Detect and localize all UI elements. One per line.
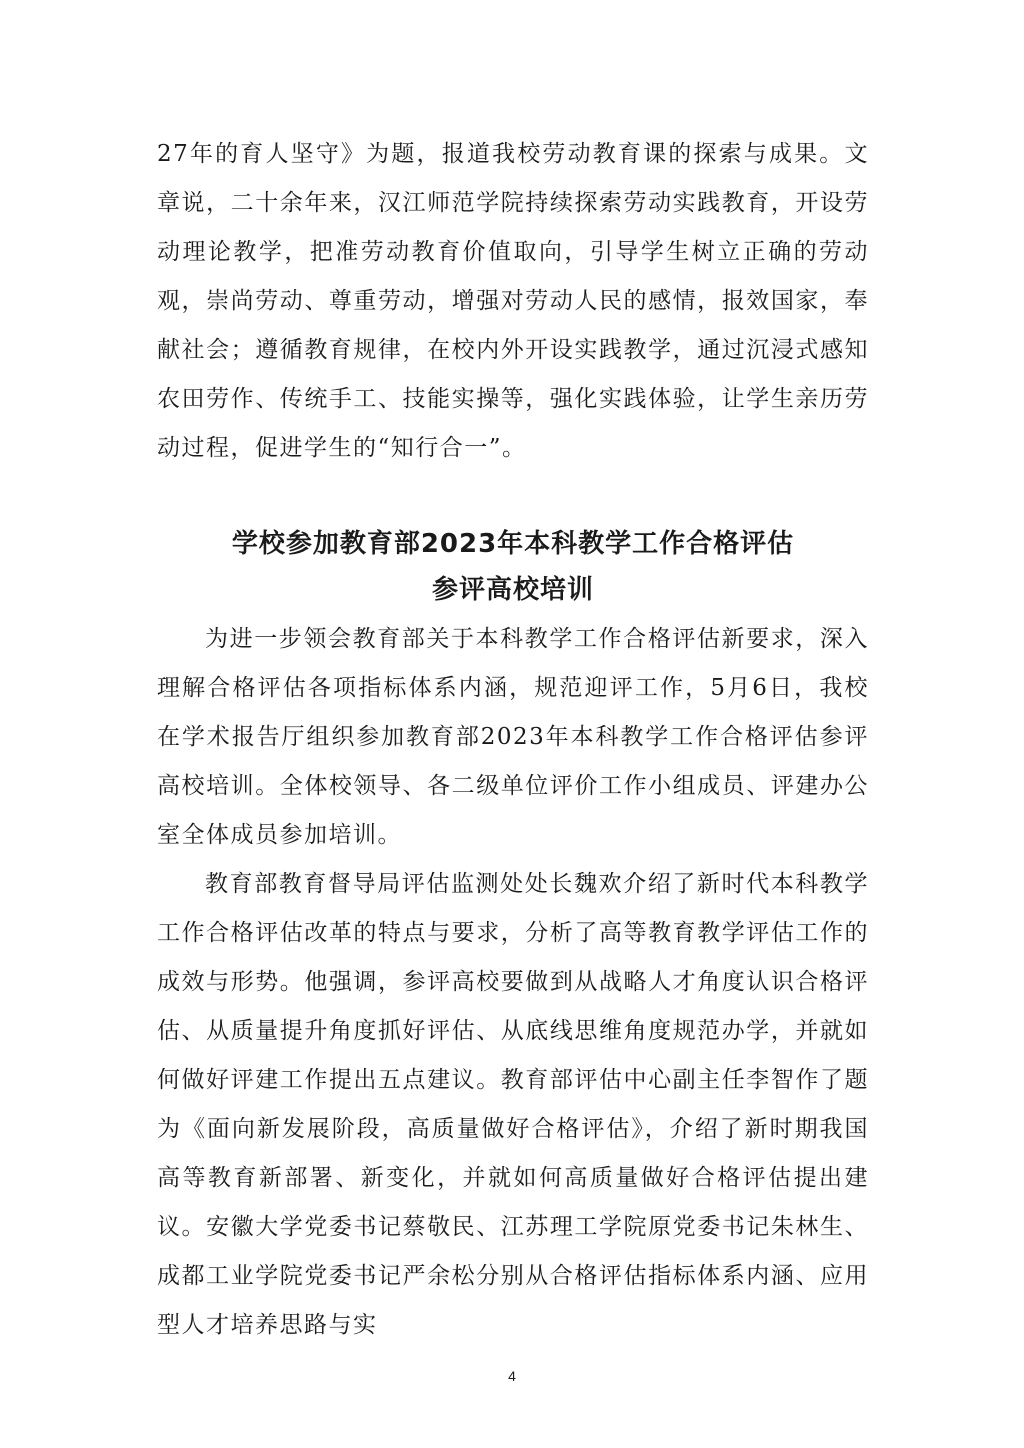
page-number: 4 (508, 1368, 516, 1384)
section-title (157, 521, 869, 613)
section-title-line-2: 参评高校培训 (431, 575, 594, 605)
body-paragraph-2: 教育部教育督导局评估监测处处长魏欢介绍了新时代本科教学工作合格评估改革的特点与要求，分析了高等教育教学评估工作的成效与形势。他强调，参评高校要做到从战略人才角度认识合格评估、从质量提升角度抓好评估、从底线思维角度规范办学，并就如何做好评建工作提出五点建议。教育部评估中心副主任李智作了题为《面向新发展阶段，高质量做好合格评估》，介绍了新时期我国高等教育新部署、新变化，并就如何高质量做好合格评估提出建议。安徽大学党委书记蔡敬民、江苏理工学院原党委书记朱林生、成都工业学院党委书记严余松分别从合格评估指标体系内涵、应用型人才培养思路与实 (157, 871, 869, 1338)
page-content (157, 130, 869, 1350)
section-title-line-1: 学校参加教育部2023年本科教学工作合格评估 (231, 529, 795, 559)
continued-paragraph: 27年的育人坚守》为题，报道我校劳动教育课的探索与成果。文章说，二十余年来，汉江师范学院持续探索劳动实践教育，开设劳动理论教学，把准劳动教育价值取向，引导学生树立正确的劳动观，崇尚劳动、尊重劳动，增强对劳动人民的感情，报效国家，奉献社会；遵循教育规律，在校内外开设实践教学，通过沉浸式感知农田劳作、传统手工、技能实操等，强化实践体验，让学生亲历劳动过程，促进学生的“知行合一”。 (157, 141, 869, 461)
body-paragraph-1: 为进一步领会教育部关于本科教学工作合格评估新要求，深入理解合格评估各项指标体系内涵，规范迎评工作，5月6日，我校在学术报告厅组织参加教育部2023年本科教学工作合格评估参评高校培训。全体校领导、各二级单位评价工作小组成员、评建办公室全体成员参加培训。 (157, 626, 869, 848)
